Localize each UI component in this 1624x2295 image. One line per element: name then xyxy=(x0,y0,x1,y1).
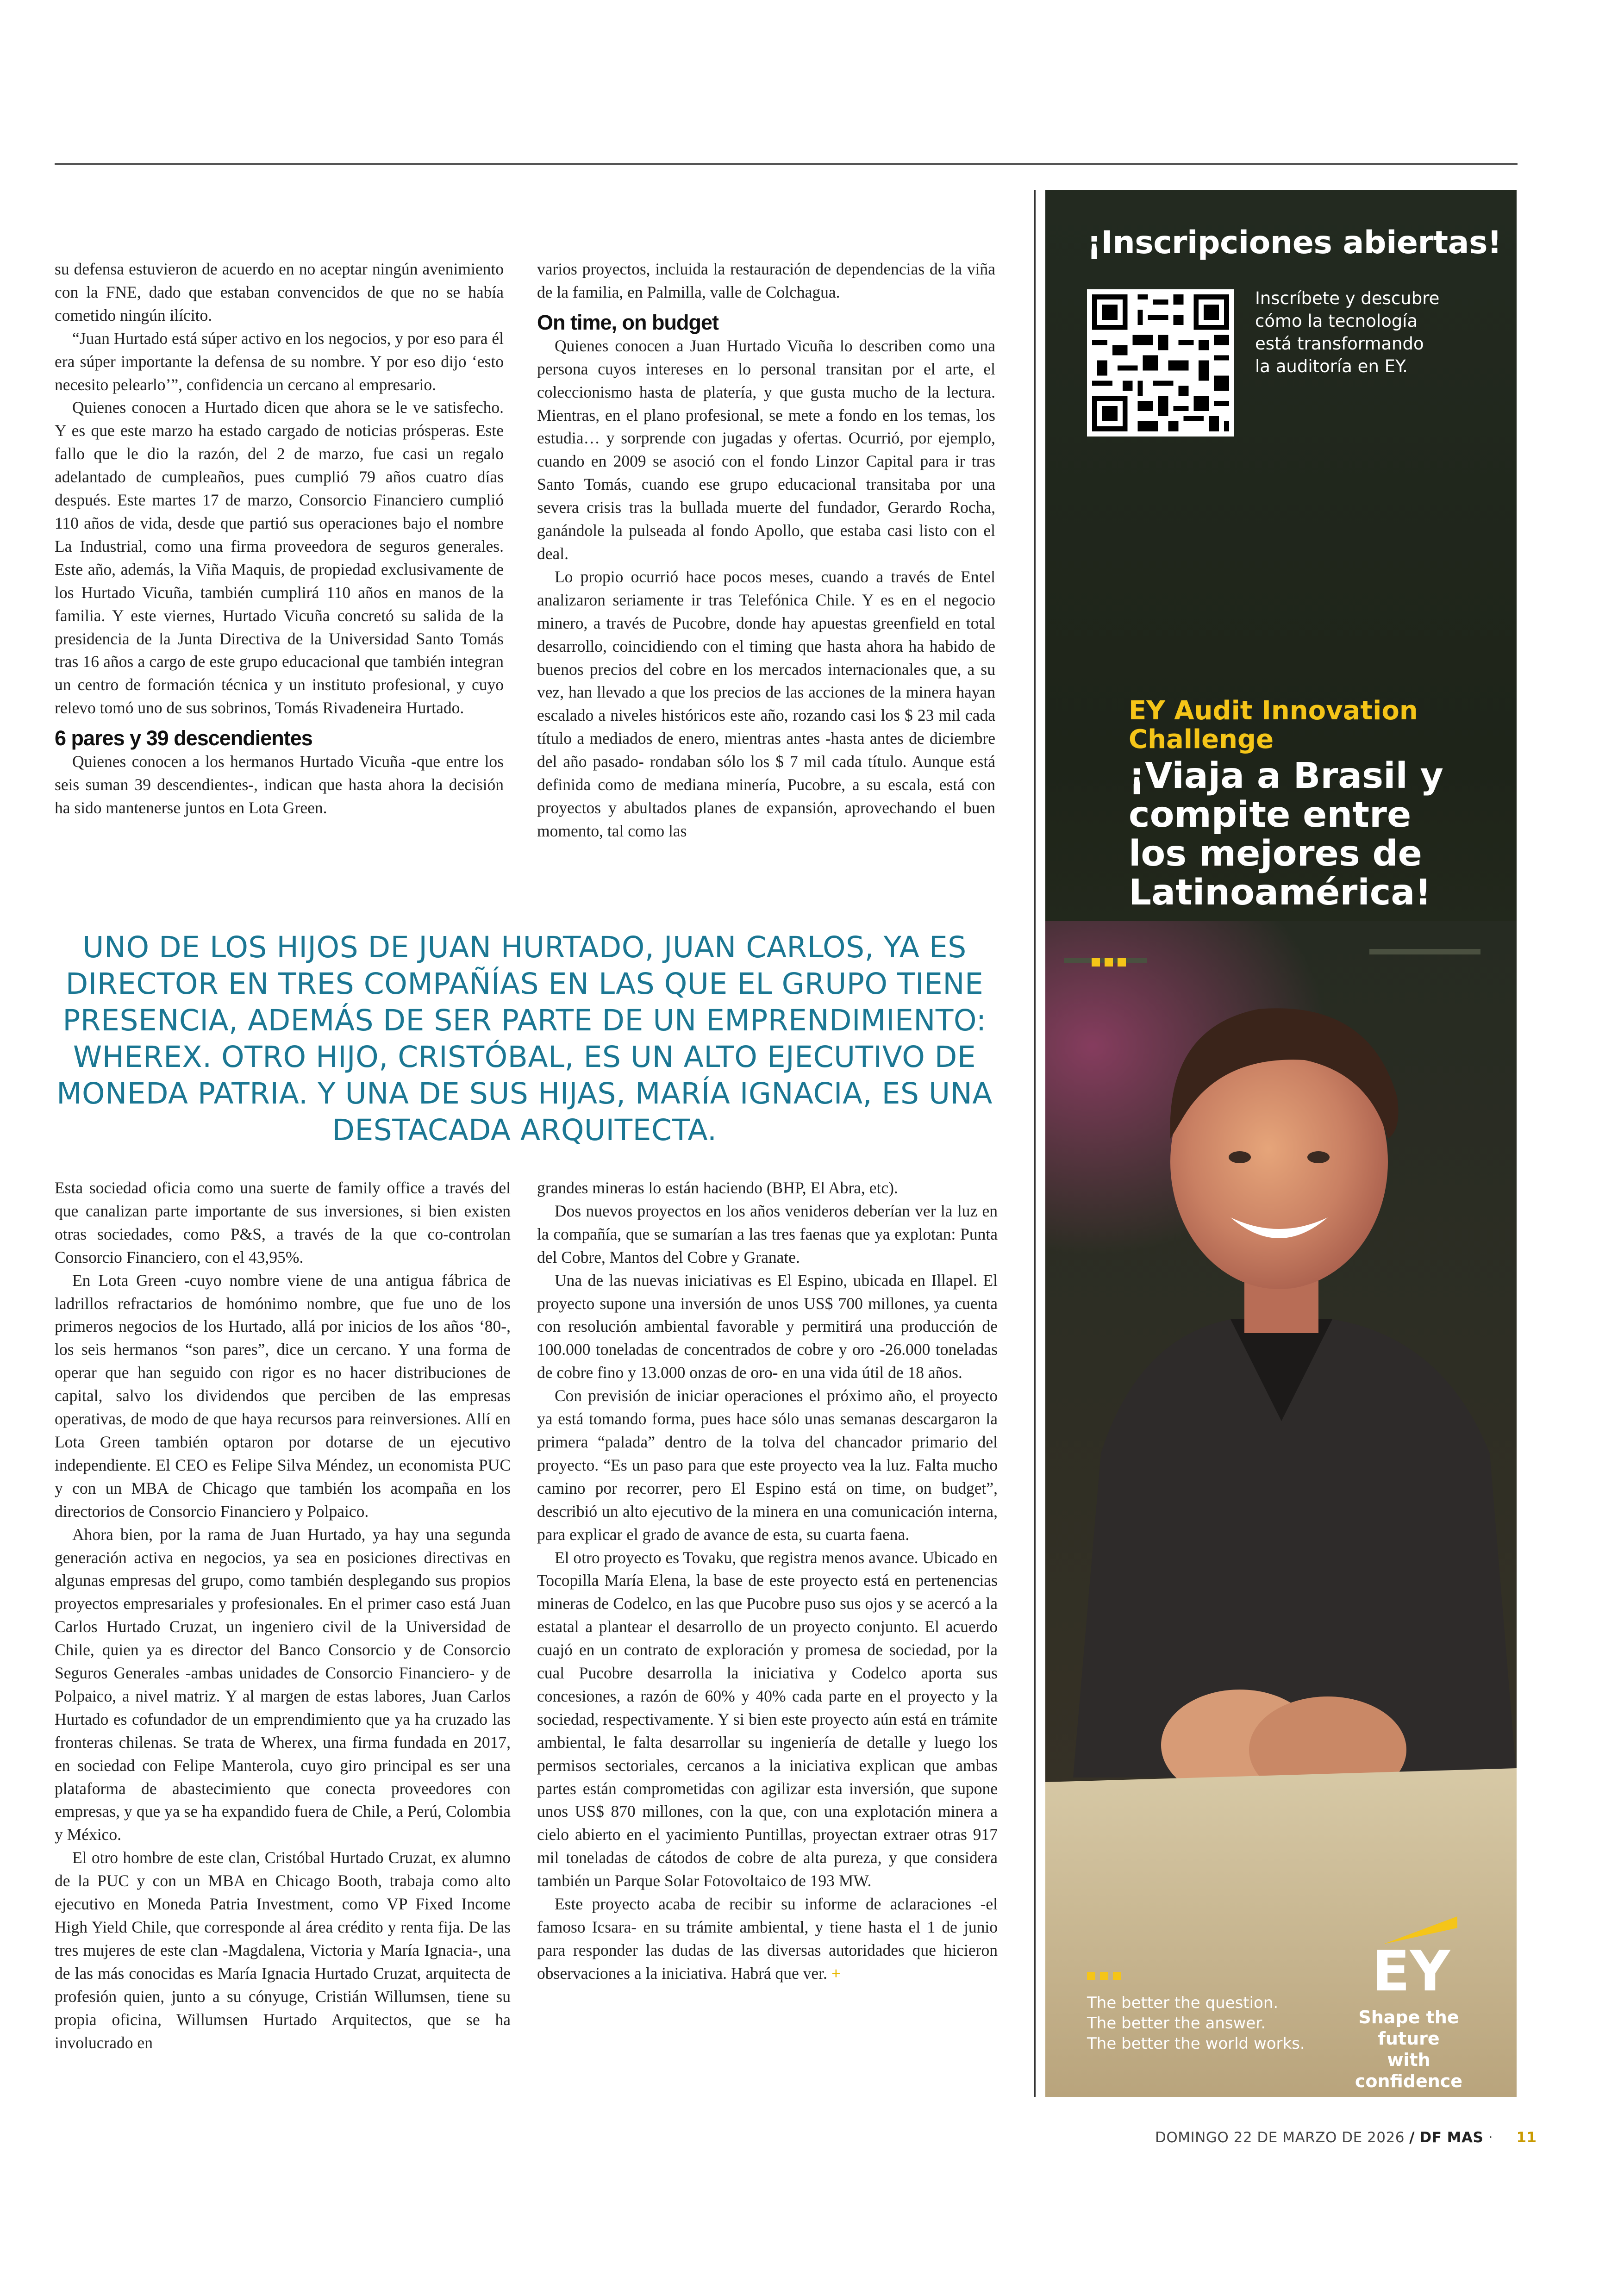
ellipsis-dots-icon xyxy=(1087,1972,1121,1980)
pull-quote-line: DESTACADA ARQUITECTA. xyxy=(332,1113,717,1147)
article-column-4 xyxy=(537,1177,998,1985)
paragraph: Lo propio ocurrió hace pocos meses, cuando a través de Entel analizaron seriamente ir tras Telefónica Chile. Y es en el negocio minero, a través de Pucobre, donde hay apuestas greenfield en total desarrollo, coincidiendo con el timing que hasta ahora ha habido de buenos precios del cobre en los mercados internacionales que, a su vez, han llevado a que los precios de las acciones de la minera hayan escalado a niveles históricos este año, rozando casi los $ 23 mil cada título a mediados de enero, mientras antes -hasta antes de diciembre del año pasado- rondaban sólo los $ 7 mil cada título. Aunque está definida como de mediana minería, Pucobre, a su escala, está con proyectos y abultados planes de expansión, aprovechando el buen momento, tal como las xyxy=(537,567,995,840)
article-column-3 xyxy=(55,1177,511,2054)
paragraph: Una de las nuevas iniciativas es El Espino, ubicada en Illapel. El proyecto supone una inversión de unos US$ 700 millones, ya cuenta con resolución ambiental favorable y permitirá una producción de 100.000 toneladas de concentrados de cobre y oro -26.000 toneladas de cobre fino y 13.000 onzas de oro- en una vida útil de 18 años. xyxy=(537,1271,998,1382)
paragraph-text: Este proyecto acaba de recibir su informe de aclaraciones -el famoso Icsara- en su trámite ambiental, y tiene hasta el 1 de junio para responder las dudas de las diversas autoridades que hicieron observaciones a la iniciativa. Habrá que ver. xyxy=(537,1895,998,1983)
pull-quote-line: MONEDA PATRIA. Y UNA DE SUS HIJAS, MARÍA IGNACIA, ES UNA xyxy=(56,1077,993,1110)
paragraph: su defensa estuvieron de acuerdo en no aceptar ningún avenimiento con la FNE, dado que estaban convencidos de que no se había cometido ningún ilícito. xyxy=(55,260,504,324)
paragraph xyxy=(537,1893,998,1985)
headline-line: Latinoamérica! xyxy=(1129,872,1431,913)
footer-bullet: · xyxy=(1488,2129,1493,2146)
headline-line: los mejores de xyxy=(1129,833,1422,874)
qr-text-line: Inscríbete y descubre xyxy=(1255,288,1440,308)
paragraph: El otro hombre de este clan, Cristóbal Hurtado Cruzat, ex alumno de la PUC y con un MBA en Chicago Booth, trabaja como alto ejecutivo en Moneda Patria Investment, como VP Fixed Income High Yield Chile, que corresponde al área crédito y renta fija. De las tres mujeres de este clan -Magdalena, Victoria y María Ignacia-, una de las más conocidas es María Ignacia Hurtado Cruzat, arquitecta de profesión quien, junto a su cónyuge, Cristián Willumsen, tiene su propia oficina, Willumsen Hurtado Arquitectos, que se ha involucrado en xyxy=(55,1848,511,2052)
paragraph: Quienes conocen a los hermanos Hurtado Vicuña -que entre los seis suman 39 descendientes-, indican que hasta ahora la decisión ha sido mantenerse juntos en Lota Green. xyxy=(55,752,504,817)
headline-line: ¡Viaja a Brasil y xyxy=(1129,755,1443,797)
paragraph: grandes mineras lo están haciendo (BHP, El Abra, etc). xyxy=(537,1179,898,1197)
paragraph: varios proyectos, incluida la restauración de dependencias de la viña de la familia, en Palmilla, valle de Colchagua. xyxy=(537,260,995,301)
paragraph: El otro proyecto es Tovaku, que registra menos avance. Ubicado en Tocopilla María Elena, la base de este proyecto está en pertenencias mineras de Codelco, en las que Pucobre puso sus ojos y se acercó a la estatal a plantear el desarrollo de un proyecto conjunto. El acuerdo cuajó en un contrato de exploración y promesa de sociedad, por la cual Pucobre desarrolla la iniciativa y Codelco aporta sus concesiones, a razón de 60% y 40% cada parte en el proyecto y la sociedad, respectivamente. Y si bien este proyecto aún está en trámite ambiental, le falta desarrollar su ingeniería de detalle y luego los permisos sectoriales, cercanos a la iniciativa explican que ambas partes están comprometidas con agilizar esta inversión, que supone unos US$ 870 millones, con la que, con una explotación minera a cielo abierto en el yacimiento Puntillas, proyectan extraer otras 917 mil toneladas de cátodos de cobre de alta pureza, y que considera también un Parque Solar Fotovoltaico de 193 MW. xyxy=(537,1548,998,1890)
challenge-title xyxy=(1129,697,1499,754)
paragraph: Quienes conocen a Hurtado dicen que ahora se le ve satisfecho. Y es que este marzo ha estado cargado de noticias prósperas. Este fallo que le dio la razón, del 2 de marzo, fue casi un regalo adelantado de cumpleaños, pues cumplió 79 años cuatro días después. Este martes 17 de marzo, Consorcio Financiero cumplió 110 años de vida, desde que partió sus operaciones bajo el nombre La Industrial, como una firma proveedora de seguros generales. Este año, además, la Viña Maquis, de propiedad exclusivamente de los Hurtado Vicuña, también cumplirá 110 años en manos de la familia. Y este viernes, Hurtado Vicuña concretó su salida de la presidencia de la Junta Directiva de la Universidad Santo Tomás tras 16 años a cargo de este grupo educacional que también integran un centro de formación técnica y un instituto profesional, y cuyo relevo tomó uno de sus sobrinos, Tomás Rivadeneira Hurtado. xyxy=(55,398,504,717)
tagline-line: The better the answer. xyxy=(1087,2014,1266,2033)
slogan-line: Shape the future xyxy=(1358,2007,1459,2049)
column-divider xyxy=(1034,190,1036,2097)
pull-quote-line: PRESENCIA, ADEMÁS DE SER PARTE DE UN EMPRENDIMIENTO: xyxy=(62,1004,987,1037)
paragraph: Dos nuevos proyectos en los años venideros deberían ver la luz en la compañía, que se sumarían a las tres faenas que ya explotan: Punta del Cobre, Mantos del Cobre y Granate. xyxy=(537,1201,998,1266)
top-rule xyxy=(55,163,1518,165)
ad-heading: ¡Inscripciones abiertas! xyxy=(1087,225,1502,261)
end-mark-icon: + xyxy=(831,1964,841,1983)
page-number: 11 xyxy=(1516,2129,1537,2146)
ey-advertisement[interactable] xyxy=(1045,190,1517,2097)
ellipsis-dots-icon xyxy=(1092,958,1126,967)
challenge-line: EY Audit Innovation xyxy=(1129,696,1418,726)
pull-quote-line: WHEREX. OTRO HIJO, CRISTÓBAL, ES UN ALTO EJECUTIVO DE xyxy=(73,1040,976,1074)
ad-headline xyxy=(1129,757,1508,912)
ey-tagline xyxy=(1087,1993,1305,2054)
ey-slogan xyxy=(1332,2007,1485,2092)
qr-text-line: está transformando xyxy=(1255,334,1424,354)
qr-description xyxy=(1255,287,1477,378)
subheading: On time, on budget xyxy=(537,310,718,334)
article-column-1 xyxy=(55,258,504,820)
paragraph: Esta sociedad oficia como una suerte de family office a través del que canalizan parte importante de sus inversiones, si bien existen otras sociedades, como P&S, a través de la que co-controlan Consorcio Financiero, con el 43,95%. xyxy=(55,1179,511,1266)
paragraph: En Lota Green -cuyo nombre viene de una antigua fábrica de ladrillos refractarios de homónimo nombre, que fue uno de los primeros negocios de los Hurtado, allá por inicios de los años ‘80-, los seis hermanos “son pares”, dice un cercano. Y una forma de operar que han seguido con rigor es no hacer distribuciones de capital, salvo los dividendos que perciben de las empresas operativas, de modo de que haya recursos para reinversiones. Allí en Lota Green también optaron por dotarse de un ejecutivo independiente. El CEO es Felipe Silva Méndez, un economista PUC y con un MBA de Chicago que también los acompaña en los directorios de Consorcio Financiero y Polpaico. xyxy=(55,1271,511,1521)
page-footer xyxy=(1155,2129,1537,2146)
subheading: 6 pares y 39 descendientes xyxy=(55,726,312,750)
pull-quote-line: UNO DE LOS HIJOS DE JUAN HURTADO, JUAN CARLOS, YA ES xyxy=(82,930,967,964)
qr-text-line: cómo la tecnología xyxy=(1255,311,1418,331)
pull-quote xyxy=(55,929,994,1148)
footer-separator: / xyxy=(1409,2129,1415,2146)
article-column-2 xyxy=(537,258,995,843)
logo-text: EY xyxy=(1372,1940,1450,1995)
paragraph: Con previsión de iniciar operaciones el próximo año, el proyecto ya está tomando forma, pues hace sólo unas semanas descargaron la primera “palada” dentro de la tolva del chancador primario del proyecto. “Es un paso para que este proyecto vea la luz. Falta mucho camino por recorrer, pero El Espino está on time, on budget”, describió un alto ejecutivo de la minera en una comunicación interna, para explicar el grado de avance de esta, su cuarta faena. xyxy=(537,1386,998,1544)
section-name: DF MAS xyxy=(1419,2129,1484,2146)
pull-quote-line: DIRECTOR EN TRES COMPAÑÍAS EN LAS QUE EL GRUPO TIENE xyxy=(65,967,984,1001)
paragraph: Ahora bien, por la rama de Juan Hurtado, ya hay una segunda generación activa en negocios, ya sea en posiciones directivas en algunas empresas del grupo, como también desplegando sus propios proyectos empresariales y profesionales. En el primer caso está Juan Carlos Hurtado Cruzat, un ingeniero civil de la Universidad de Chile, quien ya es director del Banco Consorcio y de Consorcio Seguros Generales -ambas unidades de Consorcio Financiero- y de Polpaico, a nivel matriz. Y al margen de estas labores, Juan Carlos Hurtado es cofundador de un emprendimiento que ya ha cruzado las fronteras chilenas. Se trata de Wherex, una firma fundada en 2017, en sociedad con Felipe Manterola, cuyo giro principal es ser una plataforma de abastecimiento que conecta proveedores con empresas, y que ya se ha expandido fuera de Chile, a Perú, Colombia y México. xyxy=(55,1525,511,1844)
paragraph: “Juan Hurtado está súper activo en los negocios, y por eso para él era súper importante la defensa de su nombre. Y por eso dijo ‘esto necesito pelearlo’”, confidencia un cercano al empresario. xyxy=(55,329,504,394)
tagline-line: The better the question. xyxy=(1087,1994,1279,2012)
paragraph: Quienes conocen a Juan Hurtado Vicuña lo describen como una persona cuyos intereses en lo personal transitan por el arte, el coleccionismo hasta de platería, y que gusta mucho de la lectura. Mientras, en el plano profesional, se mete a fondo en los temas, los estudia… y sorprende con jugadas y ofertas. Ocurrió, por ejemplo, cuando en 2009 se asoció con el fondo Linzor Capital para ir tras Santo Tomás, cuando ese grupo educacional transitaba por una severa crisis tras la bullada muerte del fundador, Gerardo Rocha, ganándole la pulseada al fondo Apollo, que estaba casi listo con el deal. xyxy=(537,336,995,563)
tagline-line: The better the world works. xyxy=(1087,2034,1305,2053)
challenge-line: Challenge xyxy=(1129,724,1274,755)
qr-text-line: la auditoría en EY. xyxy=(1255,356,1408,376)
qr-code-icon[interactable] xyxy=(1087,289,1234,437)
slogan-line: with confidence xyxy=(1355,2050,1463,2091)
ey-logo-icon xyxy=(1365,1916,1457,1995)
issue-date: DOMINGO 22 DE MARZO DE 2026 xyxy=(1155,2129,1405,2146)
headline-line: compite entre xyxy=(1129,794,1412,836)
